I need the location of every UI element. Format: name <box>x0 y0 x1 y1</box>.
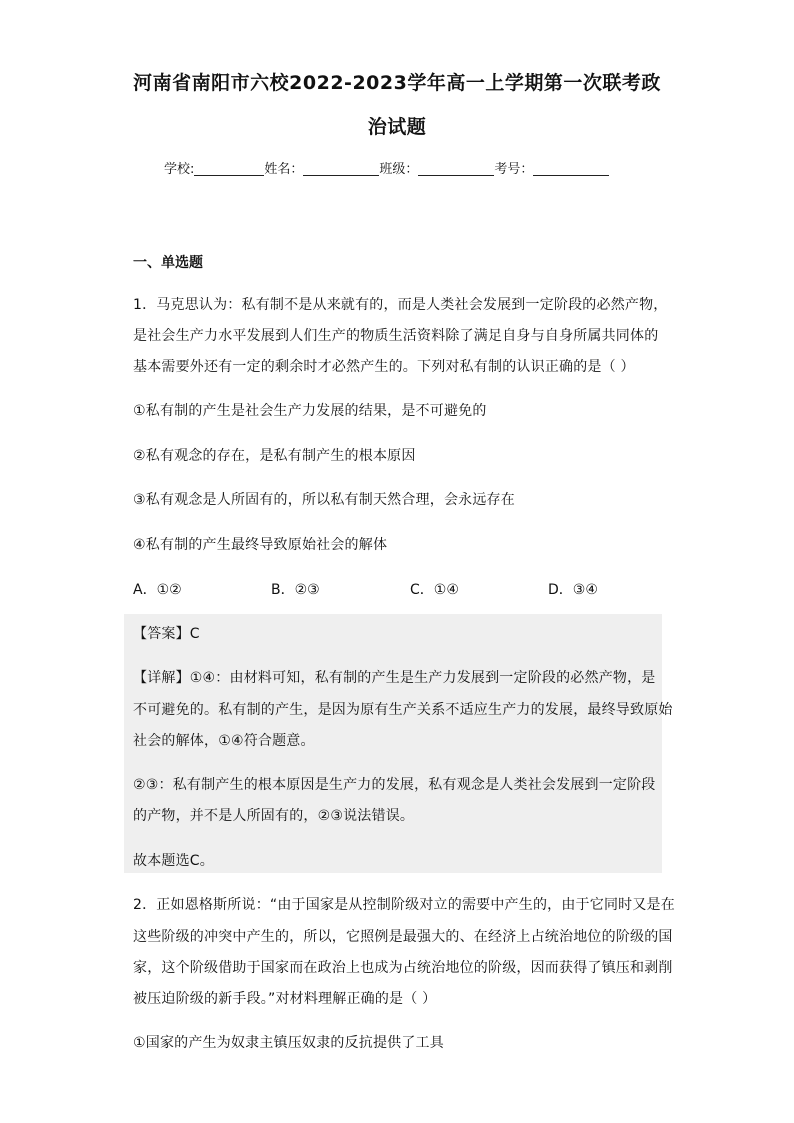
student-info-row <box>164 158 609 177</box>
exam-number-blank[interactable] <box>533 161 609 176</box>
q1-detail-line: 故本题选C。 <box>133 853 214 869</box>
q1-statement: ①私有制的产生是社会生产力发展的结果，是不可避免的 <box>133 403 487 419</box>
section-heading: 一、单选题 <box>133 255 203 271</box>
q2-stem-line: 被压迫阶级的新手段。”对材料理解正确的是（ ） <box>133 991 437 1007</box>
q1-detail-line: 的产物，并不是人所固有的，②③说法错误。 <box>133 808 415 824</box>
q1-detail-line: 社会的解体，①④符合题意。 <box>133 733 315 749</box>
q1-option-c[interactable]: C．①④ <box>410 582 459 598</box>
q1-option-b[interactable]: B．②③ <box>271 582 320 598</box>
school-label: 学校: <box>164 162 195 177</box>
q1-answer: 【答案】C <box>133 626 200 642</box>
q1-option-a[interactable]: A．①② <box>133 582 182 598</box>
school-blank[interactable] <box>194 161 264 176</box>
q1-statement: ②私有观念的存在，是私有制产生的根本原因 <box>133 448 416 464</box>
q1-detail-line: 【详解】①④：由材料可知，私有制的产生是生产力发展到一定阶段的必然产物，是 <box>133 670 656 686</box>
q1-statement: ③私有观念是人所固有的，所以私有制天然合理，会永远存在 <box>133 492 515 508</box>
q1-detail-line: 不可避免的。私有制的产生，是因为原有生产关系不适应生产力的发展，最终导致原始 <box>133 702 673 718</box>
q2-stem-line: 这些阶级的冲突中产生的，所以，它照例是最强大的、在经济上占统治地位的阶级的国 <box>133 929 673 945</box>
q1-option-d[interactable]: D．③④ <box>548 582 598 598</box>
name-label: 姓名： <box>264 162 304 177</box>
class-label: 班级： <box>379 162 419 177</box>
exam-title-line-1: 河南省南阳市六校2022-2023学年高一上学期第一次联考政 <box>133 72 661 94</box>
exam-title-line-2: 治试题 <box>367 116 427 138</box>
name-blank[interactable] <box>303 161 379 176</box>
q2-stem-line: 2．正如恩格斯所说：“由于国家是从控制阶级对立的需要中产生的，由于它同时又是在 <box>133 897 675 913</box>
q2-stem-line: 家，这个阶级借助于国家而在政治上也成为占统治地位的阶级，因而获得了镇压和剥削 <box>133 960 673 976</box>
q1-stem-line: 是社会生产力水平发展到人们生产的物质生活资料除了满足自身与自身所属共同体的 <box>133 328 659 344</box>
q1-statement: ④私有制的产生最终导致原始社会的解体 <box>133 537 388 553</box>
exam-number-label: 考号： <box>494 162 534 177</box>
class-blank[interactable] <box>418 161 494 176</box>
q1-detail-line: ②③：私有制产生的根本原因是生产力的发展，私有观念是人类社会发展到一定阶段 <box>133 777 656 793</box>
q1-stem-line: 1．马克思认为：私有制不是从来就有的，而是人类社会发展到一定阶段的必然产物， <box>133 297 668 313</box>
q1-stem-line: 基本需要外还有一定的剩余时才必然产生的。下列对私有制的认识正确的是（ ） <box>133 359 635 375</box>
q2-statement: ①国家的产生为奴隶主镇压奴隶的反抗提供了工具 <box>133 1035 444 1051</box>
